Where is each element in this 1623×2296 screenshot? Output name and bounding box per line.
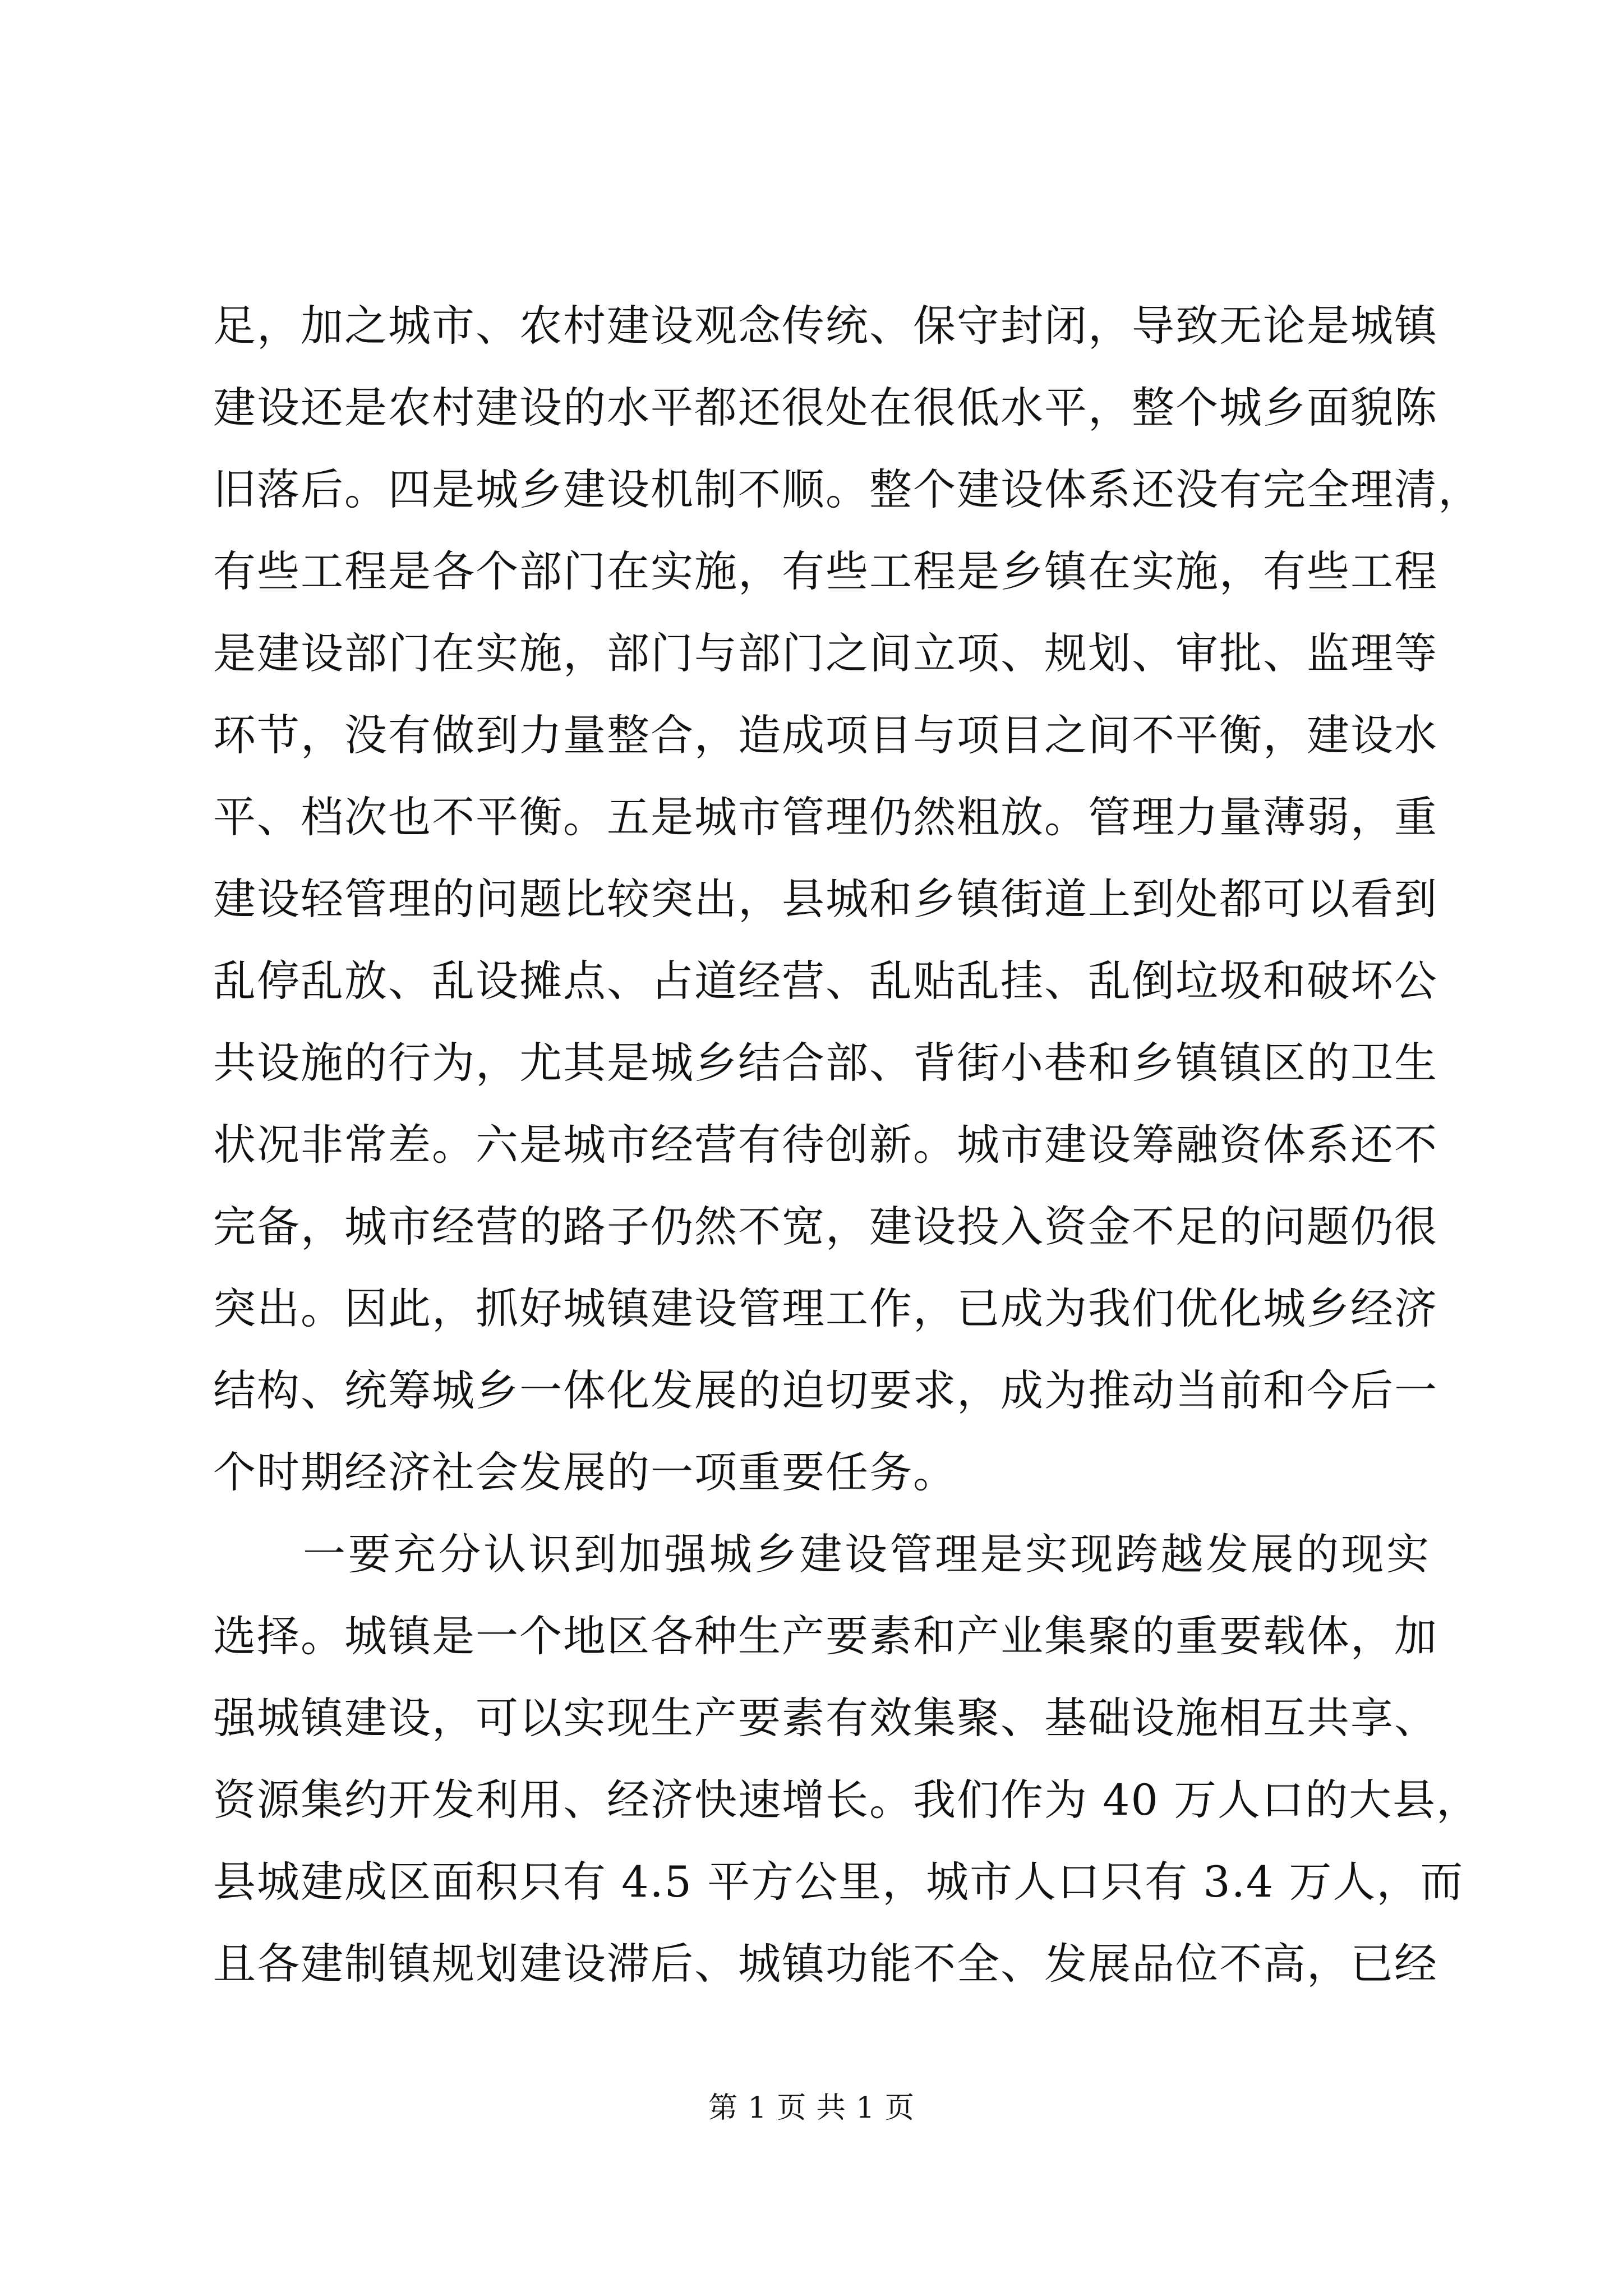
text-line: 建设轻管理的问题比较突出，县城和乡镇街道上到处都可以看到 [213, 874, 1438, 924]
document-body [213, 285, 1482, 2005]
text-line: 且各建制镇规划建设滞后、城镇功能不全、发展品位不高，已经 [213, 1939, 1438, 1989]
text-line: 共设施的行为，尤其是城乡结合部、背街小巷和乡镇镇区的卫生 [213, 1038, 1438, 1088]
text-line: 足，加之城市、农村建设观念传统、保守封闭，导致无论是城镇 [213, 301, 1438, 351]
text-line: 强城镇建设，可以实现生产要素有效集聚、基础设施相互共享、 [213, 1693, 1438, 1743]
text-line: 选择。城镇是一个地区各种生产要素和产业集聚的重要载体，加 [213, 1611, 1438, 1661]
text-line-first: 一要充分认识到加强城乡建设管理是实现跨越发展的现实 [303, 1529, 1430, 1579]
text-line: 资源集约开发利用、经济快速增长。我们作为 40 万人口的大县， [213, 1775, 1481, 1825]
text-line: 建设还是农村建设的水平都还很处在很低水平，整个城乡面貌陈 [213, 383, 1438, 432]
text-line: 平、档次也不平衡。五是城市管理仍然粗放。管理力量薄弱，重 [213, 792, 1438, 842]
text-line: 突出。因此，抓好城镇建设管理工作，已成为我们优化城乡经济 [213, 1283, 1438, 1333]
text-line-last: 个时期经济社会发展的一项重要任务。 [213, 1447, 957, 1497]
paragraph-1 [213, 285, 1482, 1513]
text-line: 县城建成区面积只有 4.5 平方公里，城市人口只有 3.4 万人，而 [213, 1857, 1464, 1907]
text-line: 环节，没有做到力量整合，造成项目与项目之间不平衡，建设水 [213, 710, 1438, 760]
text-line: 完备，城市经营的路子仍然不宽，建设投入资金不足的问题仍很 [213, 1202, 1438, 1251]
text-line: 有些工程是各个部门在实施，有些工程是乡镇在实施，有些工程 [213, 546, 1438, 596]
text-line: 是建设部门在实施，部门与部门之间立项、规划、审批、监理等 [213, 628, 1438, 678]
text-line: 旧落后。四是城乡建设机制不顺。整个建设体系还没有完全理清， [213, 464, 1482, 514]
text-line: 状况非常差。六是城市经营有待创新。城市建设筹融资体系还不 [213, 1120, 1438, 1170]
text-line: 乱停乱放、乱设摊点、占道经营、乱贴乱挂、乱倒垃圾和破坏公 [213, 956, 1438, 1006]
paragraph-2 [213, 1513, 1481, 2005]
page-footer: 第 1 页 共 1 页 [708, 2091, 915, 2125]
text-line: 结构、统筹城乡一体化发展的迫切要求，成为推动当前和今后一 [213, 1365, 1438, 1415]
